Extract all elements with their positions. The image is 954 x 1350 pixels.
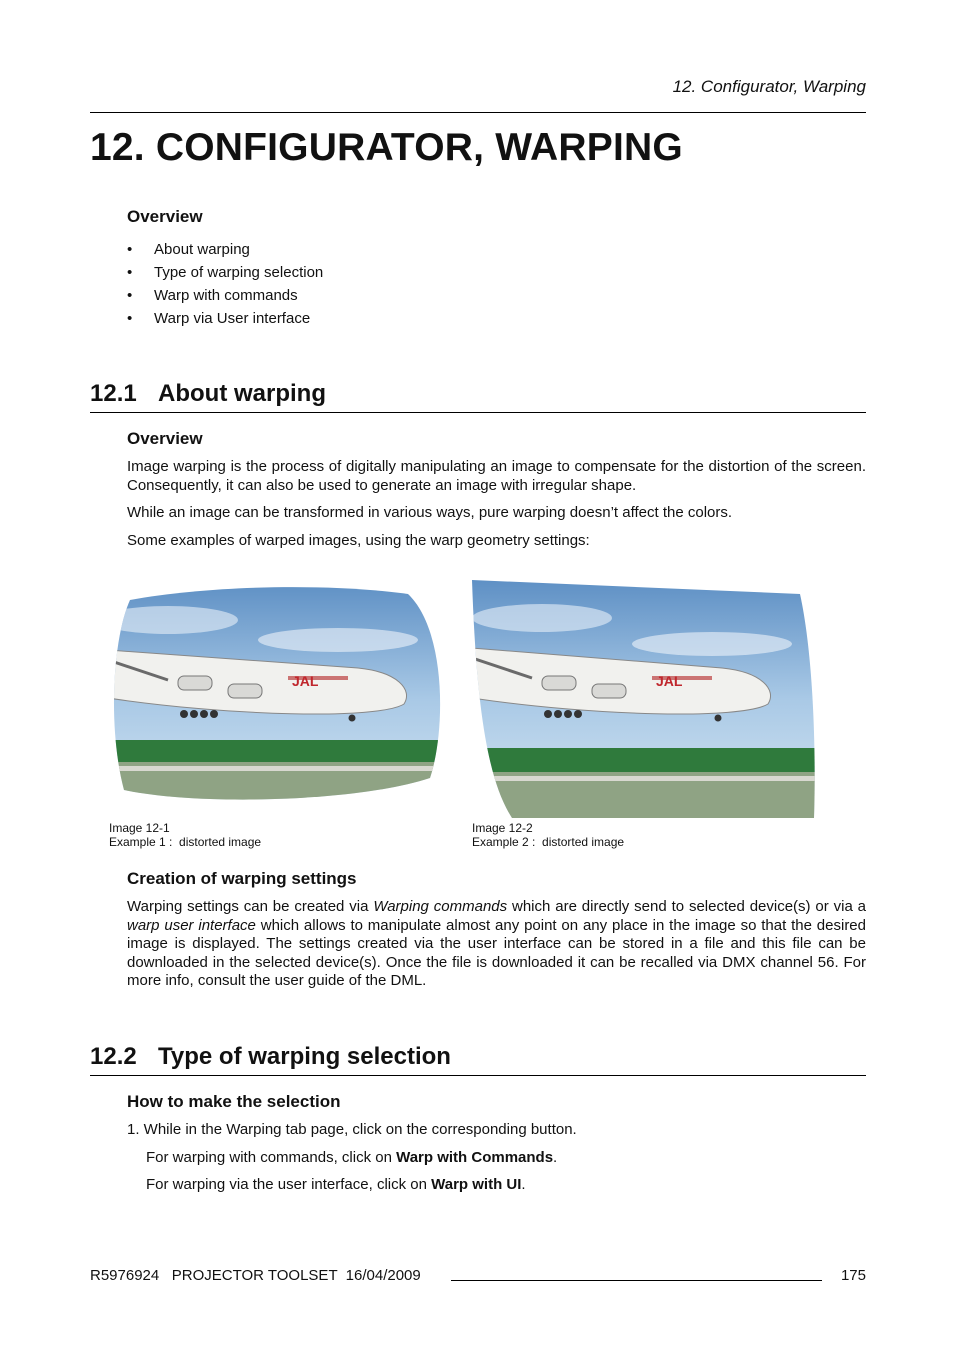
overview-heading-2: Overview xyxy=(127,429,203,448)
overview-heading: Overview xyxy=(127,207,203,226)
caption-text: Example 2 : distorted image xyxy=(472,835,625,849)
section-number: 12.2 xyxy=(90,1043,137,1070)
step-detail-ui: For warping via the user interface, click on Warp with UI. xyxy=(146,1176,526,1193)
step-detail-commands: For warping with commands, click on Warp with Commands. xyxy=(146,1149,558,1166)
figure-caption-2 xyxy=(472,821,624,849)
running-header: 12. Configurator, Warping xyxy=(672,77,866,96)
warp-with-commands-label: Warp with Commands xyxy=(396,1149,554,1166)
warped-airplane-image xyxy=(108,580,448,820)
figure-warped-image-2 xyxy=(472,578,816,825)
figure-warped-image-1 xyxy=(108,580,448,825)
footer-doc-info: R5976924 PROJECTOR TOOLSET 16/04/2009 xyxy=(90,1267,421,1284)
page-number: 175 xyxy=(840,1267,866,1284)
list-item: • Warp with commands xyxy=(127,284,323,307)
chapter-title: 12. CONFIGURATOR, WARPING xyxy=(90,126,683,169)
step-1: 1. While in the Warping tab page, click on the corresponding button. xyxy=(127,1121,577,1138)
howto-heading: How to make the selection xyxy=(127,1092,341,1111)
caption-image-number: Image 12-2 xyxy=(472,821,533,835)
airline-logo: JAL xyxy=(656,673,683,689)
paragraph: Image warping is the process of digitally manipulating an image to compensate for the distortion of the screen. Consequently, it can also be used to generate an image with irregular shape. xyxy=(127,458,866,494)
airline-logo: JAL xyxy=(292,673,319,689)
creation-paragraph: Warping settings can be created via Warping commands which are directly send to selected device(s) or via a warp user interface which allows to manipulate almost any point on any place in the image so that the desired image is displayed. The settings created via the user interface can be stored in a file and this file can be downloaded in the selected device(s). Once the file is downloaded it can be recalled via DMX channel 56. For more info, consult the user guide of the DML. xyxy=(127,898,867,989)
section-title: About warping xyxy=(158,380,326,407)
warped-airplane-image xyxy=(472,578,816,820)
overview-list xyxy=(127,238,323,330)
warp-with-ui-label: Warp with UI xyxy=(431,1176,522,1193)
section-title: Type of warping selection xyxy=(158,1043,451,1070)
section-number: 12.1 xyxy=(90,380,137,407)
list-item: • About warping xyxy=(127,238,323,261)
figure-caption-1 xyxy=(109,821,261,849)
header-rule xyxy=(90,112,866,113)
caption-text: Example 1 : distorted image xyxy=(109,835,262,849)
caption-image-number: Image 12-1 xyxy=(109,821,170,835)
section-rule xyxy=(90,412,866,413)
section-heading-12-1 xyxy=(90,380,326,408)
section-heading-12-2 xyxy=(90,1043,451,1071)
list-item: • Warp via User interface xyxy=(127,307,323,330)
footer-rule xyxy=(451,1280,822,1281)
section-rule xyxy=(90,1075,866,1076)
creation-heading: Creation of warping settings xyxy=(127,869,357,888)
paragraph: While an image can be transformed in various ways, pure warping doesn’t affect the colors. xyxy=(127,504,733,521)
list-item: • Type of warping selection xyxy=(127,261,323,284)
paragraph: Some examples of warped images, using the warp geometry settings: xyxy=(127,532,590,549)
